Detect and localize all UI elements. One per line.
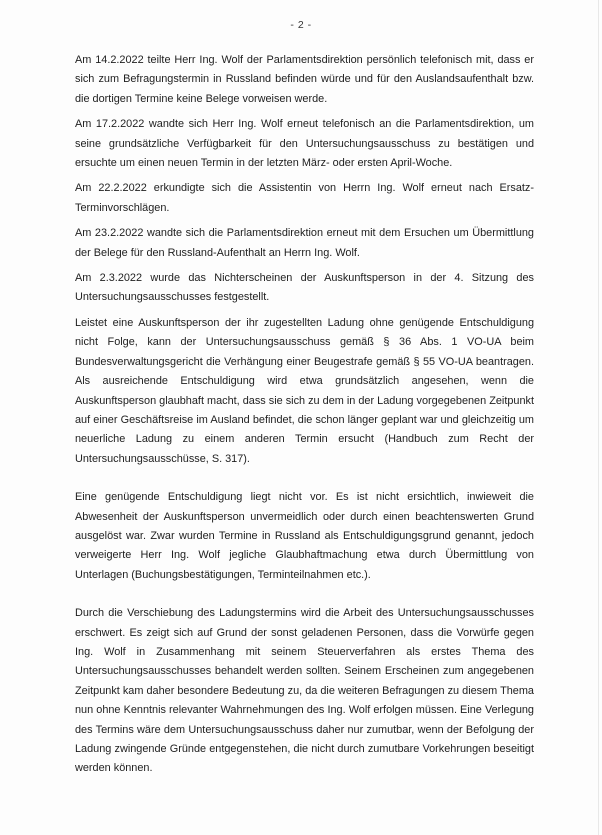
page-number: - 2 - xyxy=(290,19,312,31)
paragraph-6: Leistet eine Auskunftsperson der ihr zugestellten Ladung ohne genügende Entschuldigung nicht Folge, kann der Untersuchungsausschuss gemäß § 36 Abs. 1 VO-UA beim Bundesverwaltungsgericht die Verhängung einer Beugestrafe gemäß § 55 VO-UA beantragen. Als ausreichende Entschuldigung wird etwa grundsätzlich angesehen, wenn die Auskunftsperson glaubhaft macht, dass sie sich zu dem in der Ladung vorgegebenen Zeitpunkt auf einer Geschäftsreise im Ausland befindet, die schon länger geplant war und gleichzeitig um neuerliche Ladung zu einem anderen Termin ersucht (Handbuch zum Recht der Untersuchungsausschüsse, S. 317). xyxy=(75,316,534,465)
paragraph-2: Am 17.2.2022 wandte sich Herr Ing. Wolf erneut telefonisch an die Parlamentsdirektion, um seine grundsätzliche Verfügbarkeit für den Untersuchungsausschuss zu bestätigen und ersuchte um einen neuen Termin in der letzten März- oder ersten April-Woche. xyxy=(75,118,534,170)
paragraph-5: Am 2.3.2022 wurde das Nichterscheinen der Auskunftsperson in der 4. Sitzung des Untersuchungsausschusses festgestellt. xyxy=(75,272,534,304)
paragraph-7: Eine genügende Entschuldigung liegt nicht vor. Es ist nicht ersichtlich, inwieweit die Abwesenheit der Auskunftsperson unvermeidlich oder durch einen beachtenswerten Grund ausgelöst war. Zwar wurden Termine in Russland als Entschuldigungsgrund genannt, jedoch verweigerte Herr Ing. Wolf jegliche Glaubhaftmachung etwa durch Übermittlung von Unterlagen (Buchungsbestätigungen, Terminteilnahmen etc.). xyxy=(75,491,534,581)
paragraph-1: Am 14.2.2022 teilte Herr Ing. Wolf der Parlamentsdirektion persönlich telefonisch mit, dass er sich zum Befragungstermin in Russland befinden würde und für den Auslandsaufenthalt bzw. die dortigen Termine keine Belege vorweisen werde. xyxy=(75,54,534,105)
document-body xyxy=(75,51,534,779)
paragraph-4: Am 23.2.2022 wandte sich die Parlamentsdirektion erneut mit dem Ersuchen um Übermittlung der Belege für den Russland-Aufenthalt an Herrn Ing. Wolf. xyxy=(75,227,534,259)
paragraph-8: Durch die Verschiebung des Ladungstermins wird die Arbeit des Untersuchungsausschusses erschwert. Es zeigt sich auf Grund der sonst geladenen Personen, dass die Vorwürfe gegen Ing. Wolf in Zusammenhang mit seinem Steuerverfahren als erstes Thema des Untersuchungsausschusses behandelt werden sollten. Seinem Erscheinen zum angegebenen Zeitpunkt kam daher besondere Bedeutung zu, da die weiteren Befragungen zu diesem Thema nun ohne Kenntnis relevanter Wahrnehmungen des Ing. Wolf erfolgen müssen. Eine Verlegung des Termins wäre dem Untersuchungsausschuss daher nur zumutbar, wenn der Befolgung der Ladung zwingende Gründe entgegenstehen, die nicht durch zumutbare Vorkehrungen beseitigt werden können. xyxy=(75,607,534,775)
scan-edge xyxy=(598,0,599,835)
paragraph-3: Am 22.2.2022 erkundigte sich die Assistentin von Herrn Ing. Wolf erneut nach Ersatz-Terminvorschlägen. xyxy=(75,182,534,214)
